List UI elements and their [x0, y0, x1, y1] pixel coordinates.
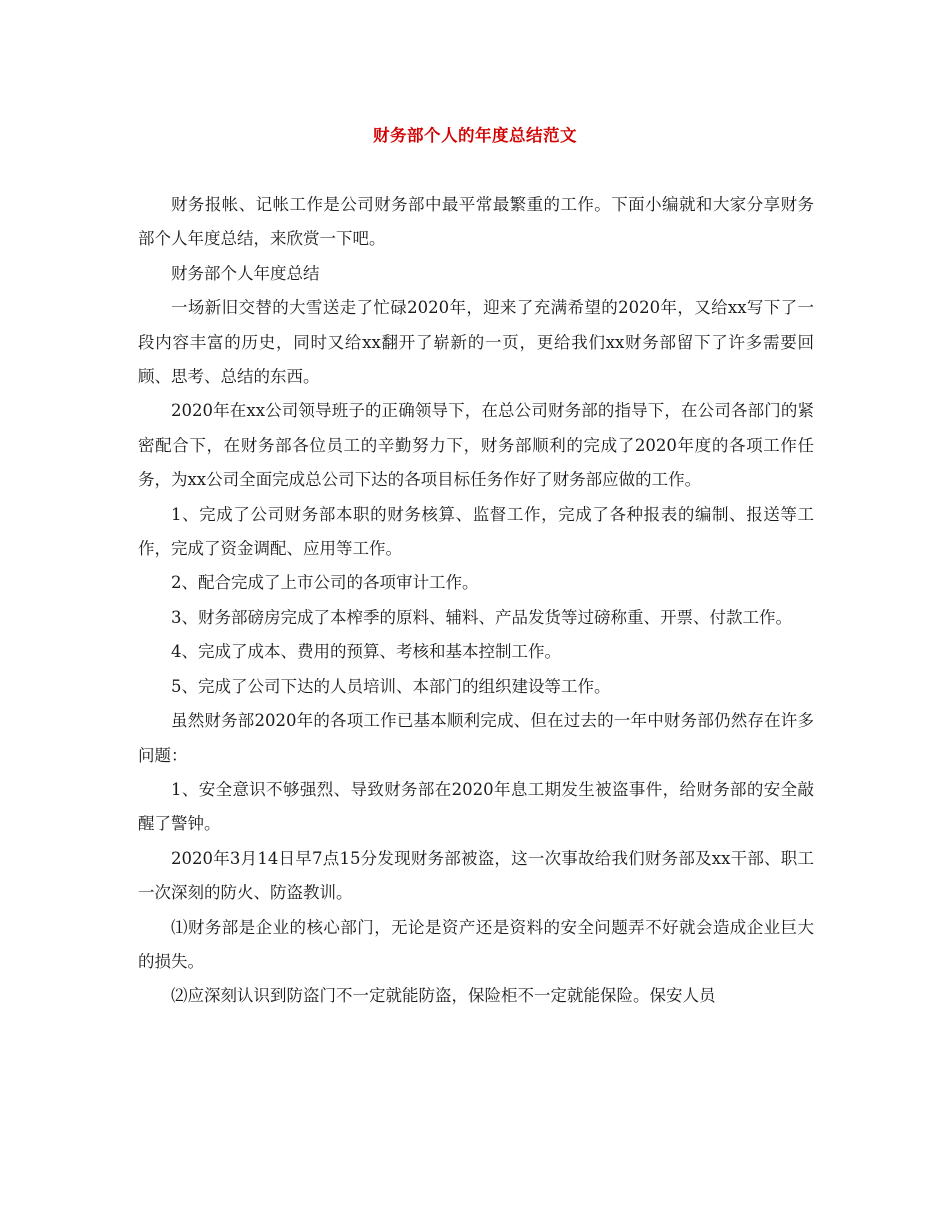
list-item: 3、财务部磅房完成了本榨季的原料、辅料、产品发货等过磅称重、开票、付款工作。 [171, 607, 792, 627]
document-title: 财务部个人的年度总结范文 [373, 126, 577, 145]
list-item: 5、完成了公司下达的人员培训、本部门的组织建设等工作。 [171, 676, 611, 696]
list-item: 1、安全意识不够强烈、导致财务部在2020年息工期发生被盗事件，给财务部的安全敲醒了警钟。 [138, 779, 814, 834]
list-item: 2、配合完成了上市公司的各项审计工作。 [171, 573, 479, 593]
list-item: 4、完成了成本、费用的预算、考核和基本控制工作。 [171, 642, 561, 662]
list-item: 1、完成了公司财务部本职的财务核算、监督工作，完成了各种报表的编制、报送等工作，完成了资金调配、应用等工作。 [138, 504, 814, 559]
paragraph: 2020年3月14日早7点15分发现财务部被盗，这一次事故给我们财务部及xx干部、职工一次深刻的防火、防盗教训。 [138, 848, 814, 903]
paragraph: 2020年在xx公司领导班子的正确领导下，在总公司财务部的指导下，在公司各部门的紧密配合下，在财务部各位员工的辛勤努力下，财务部顺利的完成了2020年度的各项工作任务，为xx公司全面完成总公司下达的各项目标任务作好了财务部应做的工作。 [138, 401, 814, 490]
document-body [138, 188, 814, 1014]
list-item: ⑴财务部是企业的核心部门，无论是资产还是资料的安全问题弄不好就会造成企业巨大的损失。 [138, 917, 814, 971]
paragraph-intro: 财务报帐、记帐工作是公司财务部中最平常最繁重的工作。下面小编就和大家分享财务部个人年度总结，来欣赏一下吧。 [138, 195, 814, 249]
list-item: ⑵应深刻认识到防盗门不一定就能防盗，保险柜不一定就能保险。保安人员 [171, 986, 716, 1006]
paragraph-subheading: 财务部个人年度总结 [171, 263, 320, 283]
paragraph: 一场新旧交替的大雪送走了忙碌2020年，迎来了充满希望的2020年，又给xx写下了一段内容丰富的历史，同时又给xx翻开了崭新的一页，更给我们xx财务部留下了许多需要回顾、思考、总结的东西。 [138, 298, 814, 387]
paragraph: 虽然财务部2020年的各项工作已基本顺利完成、但在过去的一年中财务部仍然存在许多问题： [138, 711, 814, 765]
